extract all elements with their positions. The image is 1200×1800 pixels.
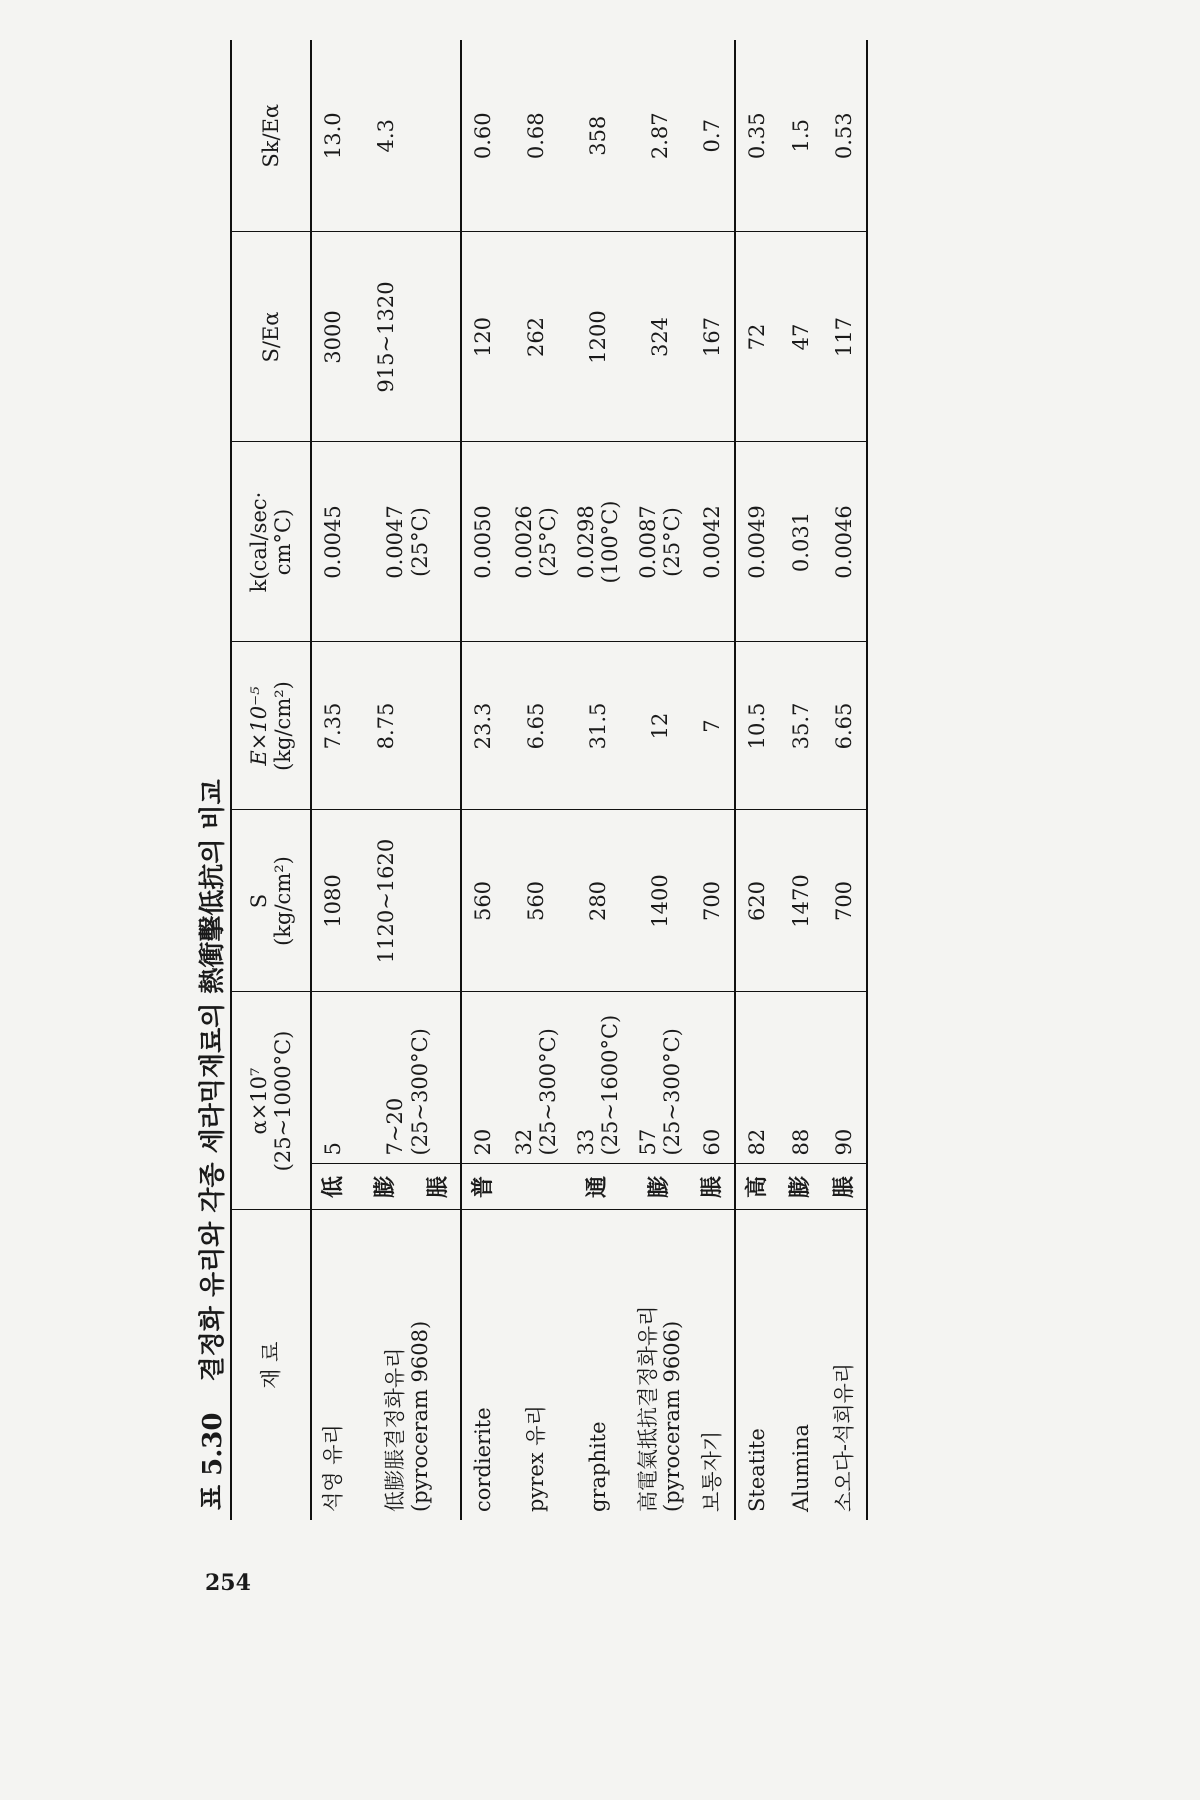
k-value: 0.0087 bbox=[635, 505, 660, 579]
s-value: 1400 bbox=[629, 810, 691, 992]
material-name: 소오다-석회유리 bbox=[832, 1362, 857, 1512]
alpha-value: 88 bbox=[779, 992, 823, 1164]
alpha-range: (25~300°C) bbox=[536, 1028, 560, 1156]
s-value: 1470 bbox=[779, 810, 823, 992]
e-value: 35.7 bbox=[779, 642, 823, 810]
s-value: 1120~1620 bbox=[355, 810, 417, 992]
e-value: 12 bbox=[629, 642, 691, 810]
page-number: 254 bbox=[205, 1570, 251, 1596]
sk-e-alpha-value: 0.7 bbox=[700, 119, 725, 153]
alpha-value: 60 bbox=[691, 992, 735, 1164]
e-value: 6.65 bbox=[505, 642, 567, 810]
material-subname: (pyroceram 9608) bbox=[407, 1320, 432, 1512]
header-material: 재 료 bbox=[231, 1210, 311, 1520]
material-name: Steatite bbox=[745, 1428, 770, 1512]
s-e-alpha-value: 117 bbox=[823, 232, 867, 442]
s-e-alpha-value: 915~1320 bbox=[355, 232, 417, 442]
sk-e-alpha-value: 2.87 bbox=[647, 112, 672, 160]
expansion-class-char: 高 bbox=[735, 1164, 779, 1210]
s-value: 700 bbox=[691, 810, 735, 992]
k-value: 0.0045 bbox=[311, 442, 355, 642]
group-high-expansion bbox=[735, 40, 867, 1520]
header-alpha: α×10⁷ (25~1000°C) bbox=[231, 992, 311, 1210]
table-caption bbox=[192, 779, 229, 1510]
expansion-class-char: 脹 bbox=[691, 1164, 735, 1210]
group-normal-expansion bbox=[461, 40, 735, 1520]
table-row bbox=[735, 40, 779, 1520]
e-value: 6.65 bbox=[823, 642, 867, 810]
group-low-expansion bbox=[311, 40, 461, 1520]
header-s-over-e-alpha: S/Eα bbox=[231, 232, 311, 442]
material-name: pyrex 유리 bbox=[523, 1405, 548, 1512]
k-value: 0.0026 bbox=[511, 505, 536, 579]
alpha-range: (25~300°C) bbox=[407, 1028, 432, 1156]
e-value: 10.5 bbox=[735, 642, 779, 810]
s-value: 1080 bbox=[311, 810, 355, 992]
alpha-value: 57 bbox=[635, 1128, 660, 1156]
alpha-value: 20 bbox=[461, 992, 505, 1164]
sk-e-alpha-value: 0.68 bbox=[523, 112, 548, 160]
e-value: 7 bbox=[691, 642, 735, 810]
s-value: 560 bbox=[505, 810, 567, 992]
table-row bbox=[461, 40, 505, 1520]
s-e-alpha-value: 120 bbox=[461, 232, 505, 442]
material-name: 高電氣抵抗결정화유리 bbox=[635, 1305, 660, 1512]
table-row bbox=[779, 40, 823, 1520]
k-value: 0.0298 bbox=[573, 505, 598, 579]
e-value: 7.35 bbox=[311, 642, 355, 810]
caption-title: 결정화 유리와 각종 세라믹재료의 熱衝擊低抗의 비교 bbox=[198, 779, 228, 1382]
table-row bbox=[355, 40, 417, 1520]
table-row bbox=[505, 40, 567, 1520]
material-subname: (pyroceram 9606) bbox=[660, 1320, 684, 1512]
header-sk-over-e-alpha: Sk/Eα bbox=[258, 103, 283, 168]
expansion-class-char: 通 bbox=[567, 1164, 629, 1210]
table-row bbox=[691, 40, 735, 1520]
k-value: 0.0049 bbox=[735, 442, 779, 642]
k-temp: (25°C) bbox=[407, 507, 432, 577]
k-value: 0.0046 bbox=[823, 442, 867, 642]
expansion-class-char: 膨 bbox=[779, 1164, 823, 1210]
sk-e-alpha-value: 13.0 bbox=[321, 112, 346, 160]
material-name: 보통자기 bbox=[700, 1430, 725, 1512]
rotated-table-block bbox=[170, 40, 857, 1520]
sk-e-alpha-value: 358 bbox=[585, 115, 610, 156]
s-e-alpha-value: 3000 bbox=[311, 232, 355, 442]
k-value: 0.0047 bbox=[383, 505, 408, 579]
expansion-class-char: 普 bbox=[461, 1164, 505, 1210]
sk-e-alpha-value: 4.3 bbox=[373, 119, 398, 153]
expansion-class-char: 低 bbox=[311, 1164, 355, 1210]
k-value: 0.0050 bbox=[461, 442, 505, 642]
s-e-alpha-value: 324 bbox=[629, 232, 691, 442]
comparison-table bbox=[230, 40, 868, 1520]
k-temp: (25°C) bbox=[536, 507, 560, 577]
s-value: 280 bbox=[567, 810, 629, 992]
alpha-value: 32 bbox=[511, 1128, 536, 1156]
table-row bbox=[629, 40, 691, 1520]
s-e-alpha-value: 72 bbox=[735, 232, 779, 442]
s-e-alpha-value: 167 bbox=[691, 232, 735, 442]
alpha-value: 33 bbox=[573, 1128, 598, 1156]
k-value: 0.031 bbox=[779, 442, 823, 642]
caption-number: 표 5.30 bbox=[198, 1412, 228, 1510]
expansion-class-char: 膨 bbox=[629, 1164, 691, 1210]
header-s: S (kg/cm²) bbox=[231, 810, 311, 992]
sk-e-alpha-value: 0.35 bbox=[745, 112, 770, 160]
s-value: 620 bbox=[735, 810, 779, 992]
material-name: 석영 유리 bbox=[321, 1424, 346, 1512]
k-temp: (25°C) bbox=[660, 507, 684, 577]
k-temp: (100°C) bbox=[598, 500, 622, 584]
material-name: Alumina bbox=[788, 1423, 813, 1512]
header-e: E×10⁻⁵ (kg/cm²) bbox=[231, 642, 311, 810]
alpha-value: 5 bbox=[311, 992, 355, 1164]
material-name: 低膨脹결정화유리 bbox=[383, 1347, 408, 1512]
s-e-alpha-value: 1200 bbox=[567, 232, 629, 442]
table-row bbox=[311, 40, 355, 1520]
k-value: 0.0042 bbox=[691, 442, 735, 642]
alpha-value: 82 bbox=[735, 992, 779, 1164]
table-row bbox=[567, 40, 629, 1520]
sk-e-alpha-value: 1.5 bbox=[788, 119, 813, 153]
expansion-class-char: 膨 bbox=[355, 1164, 417, 1210]
alpha-value: 7~20 bbox=[383, 1097, 408, 1156]
s-value: 560 bbox=[461, 810, 505, 992]
s-value: 700 bbox=[823, 810, 867, 992]
e-value: 23.3 bbox=[461, 642, 505, 810]
alpha-range: (25~1600°C) bbox=[598, 1014, 622, 1156]
material-name: cordierite bbox=[471, 1407, 496, 1512]
table-row bbox=[823, 40, 867, 1520]
sk-e-alpha-value: 0.60 bbox=[471, 112, 496, 160]
sk-e-alpha-value: 0.53 bbox=[832, 112, 857, 160]
alpha-range: (25~300°C) bbox=[660, 1028, 684, 1156]
table-header-row bbox=[231, 40, 311, 1520]
s-e-alpha-value: 262 bbox=[505, 232, 567, 442]
material-name: graphite bbox=[585, 1421, 610, 1512]
s-e-alpha-value: 47 bbox=[779, 232, 823, 442]
expansion-class-char: 脹 bbox=[823, 1164, 867, 1210]
expansion-class-char bbox=[505, 1164, 567, 1210]
expansion-class-char: 脹 bbox=[417, 1164, 461, 1210]
e-value: 8.75 bbox=[355, 642, 417, 810]
e-value: 31.5 bbox=[567, 642, 629, 810]
alpha-value: 90 bbox=[823, 992, 867, 1164]
header-k: k(cal/sec· cm°C) bbox=[231, 442, 311, 642]
